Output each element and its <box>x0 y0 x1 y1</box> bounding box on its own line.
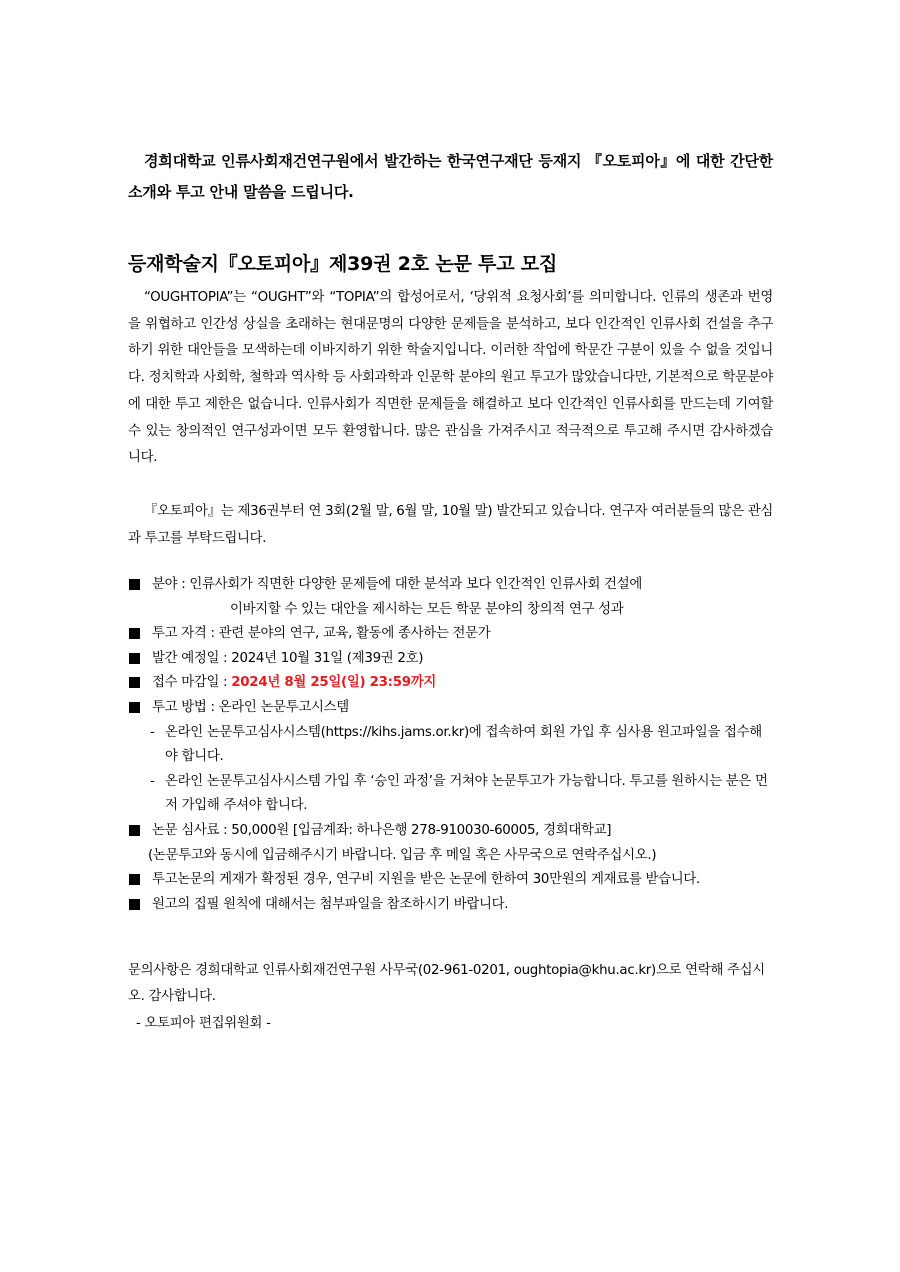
list-item-guidelines <box>128 893 773 918</box>
bullet-square-icon <box>129 677 140 688</box>
description-paragraph: “OUGHTOPIA”는 “OUGHT”와 “TOPIA”의 합성어로서, ‘당위적 요청사회’를 의미합니다. 인류의 생존과 번영을 위협하고 인간성 상실을 초래하는 현대문명의 다양한 문제들을 분석하고, 보다 인간적인 인류사회 건설을 추구하기 위한 대안들을 모색하는데 이바지하기 위한 학술지입니다. 이러한 작업에 학문간 구분이 있을 수 없을 것입니다. 정치학과 사회학, 철학과 역사학 등 사회과학과 인문학 분야의 원고 투고가 많았습니다만, 기본적으로 학문분야에 대한 투고 제한은 없습니다. 인류사회가 직면한 문제들을 해결하고 보다 인간적인 인류사회를 만드는데 기여할 수 있는 창의적인 연구성과이면 모두 환영합니다. 많은 관심을 가져주시고 적극적으로 투고해 주시면 감사하겠습니다. <box>128 290 773 466</box>
publication-date-text: 발간 예정일 : 2024년 10월 31일 (제39권 2호) <box>152 650 424 666</box>
list-item-field <box>128 573 773 622</box>
bullet-square-icon <box>129 579 140 590</box>
deadline-label: 접수 마감일 : <box>152 675 232 691</box>
bullet-square-icon <box>129 653 140 664</box>
list-item-review-fee <box>128 819 773 844</box>
guidelines-text: 원고의 집필 원칙에 대해서는 첨부파일을 참조하시기 바랍니다. <box>152 896 509 912</box>
bullet-square-icon <box>129 899 140 910</box>
list-item-method <box>128 696 773 721</box>
method-sub-item <box>128 721 773 770</box>
method-sub-item <box>128 770 773 819</box>
method-sub1-text: 온라인 논문투고심사시스템(https://kihs.jams.or.kr)에 접속하여 회원 가입 후 심사용 원고파일을 접수해야 합니다. <box>165 724 762 765</box>
page-title: 등재학술지『오토피아』제39권 2호 논문 투고 모집 <box>128 253 558 275</box>
field-text-line1: 분야 : 인류사회가 직면한 다양한 문제들에 대한 분석과 보다 인간적인 인류사회 건설에 <box>152 577 642 592</box>
publication-fee-text: 투고논문의 게재가 확정된 경우, 연구비 지원을 받은 논문에 한하여 30만원의 게재료를 받습니다. <box>152 872 701 888</box>
review-fee-text: 논문 심사료 : 50,000원 [입금계좌: 하나은행 278-910030-60005, 경희대학교] <box>152 822 612 838</box>
list-item-publication-date <box>128 647 773 672</box>
bullet-square-icon <box>129 628 140 639</box>
field-text-line2: 이바지할 수 있는 대안을 제시하는 모든 학문 분야의 창의적 연구 성과 <box>230 601 624 617</box>
dash-icon: - <box>150 773 155 789</box>
review-fee-note: (논문투고와 동시에 입금해주시기 바랍니다. 입금 후 메일 혹은 사무국으로 연락주십시오.) <box>148 847 657 863</box>
submission-info-list <box>128 573 773 917</box>
bullet-square-icon <box>129 825 140 836</box>
list-item-eligibility <box>128 622 773 647</box>
bullet-square-icon <box>129 874 140 885</box>
list-item-publication-fee <box>128 868 773 893</box>
eligibility-text: 투고 자격 : 관련 분야의 연구, 교육, 활동에 종사하는 전문가 <box>152 626 491 642</box>
dash-icon: - <box>150 724 155 740</box>
intro-text: 경희대학교 인류사회재건연구원에서 발간하는 한국연구재단 등재지 『오토피아』에 대한 간단한 소개와 투고 안내 말씀을 드립니다. <box>128 152 773 201</box>
publication-schedule-paragraph: 『오토피아』는 제36권부터 연 3회(2월 말, 6월 말, 10월 말) 발간되고 있습니다. 연구자 여러분들의 많은 관심과 투고를 부탁드립니다. <box>128 504 773 546</box>
method-sub2-text: 온라인 논문투고심사시스템 가입 후 ‘승인 과정’을 거쳐야 논문투고가 가능합니다. 투고를 원하시는 분은 먼저 가입해 주셔야 합니다. <box>165 773 768 814</box>
deadline-value: 2024년 8월 25일(일) 23:59까지 <box>231 675 437 691</box>
bullet-square-icon <box>129 702 140 713</box>
method-text: 투고 방법 : 온라인 논문투고시스템 <box>152 699 349 715</box>
signature: - 오토피아 편집위원회 - <box>136 1016 271 1031</box>
contact-text: 문의사항은 경희대학교 인류사회재건연구원 사무국(02-961-0201, oughtopia@khu.ac.kr)으로 연락해 주십시오. 감사합니다. <box>128 963 765 1004</box>
list-item-deadline <box>128 671 773 696</box>
